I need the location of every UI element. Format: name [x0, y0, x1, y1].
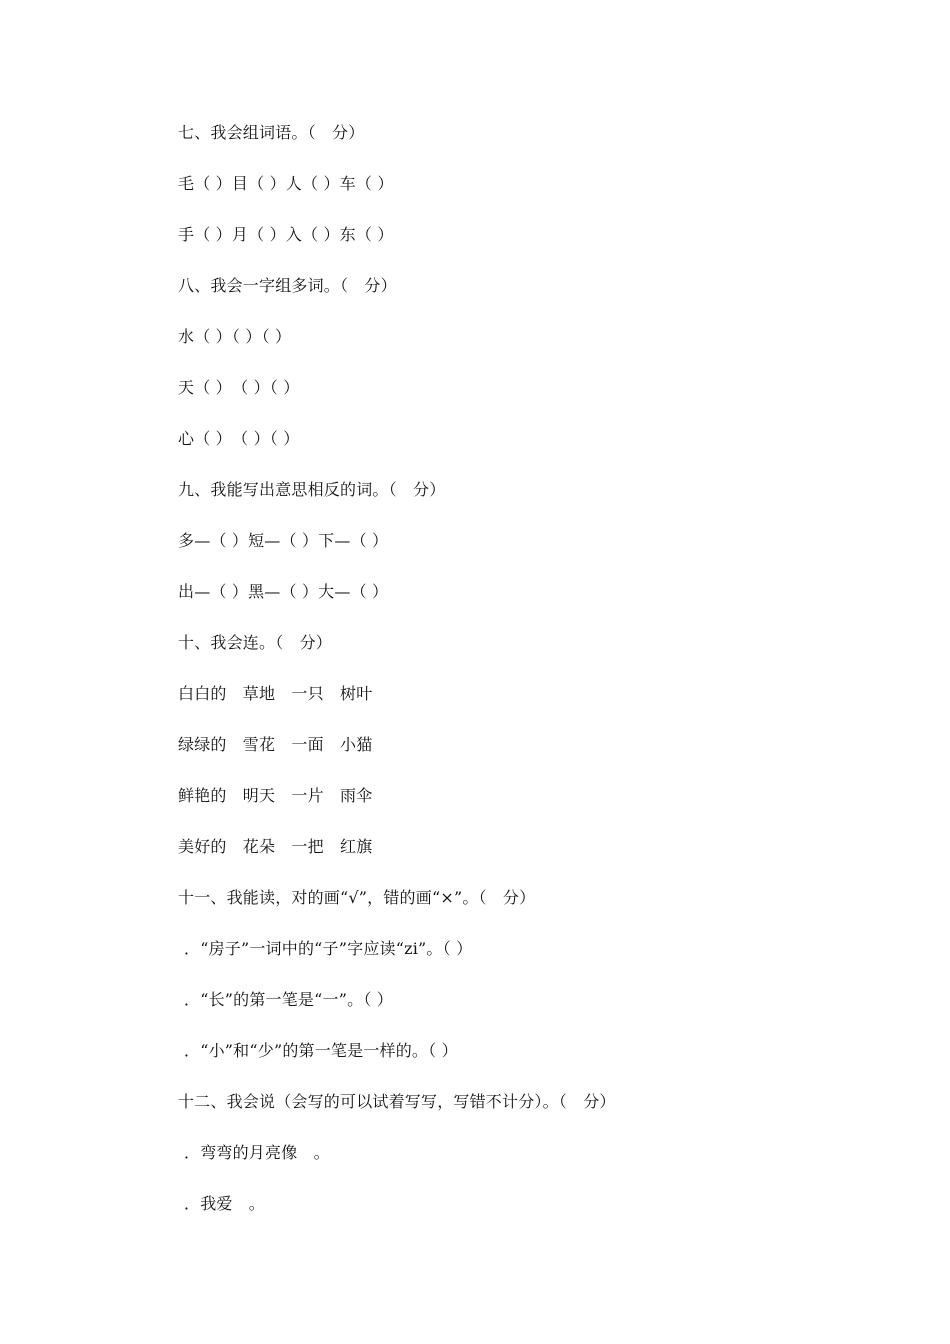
section-10-heading: 十、我会连。（ 分）: [178, 633, 333, 652]
speaking-item: ．我爱 。: [184, 1194, 266, 1213]
section-8-heading: 八、我会一字组多词。（ 分）: [178, 276, 397, 295]
section-9-heading: 九、我能写出意思相反的词。（ 分）: [178, 480, 446, 499]
multi-word-row: 心（ ） （ ）（ ）: [178, 429, 300, 448]
antonym-row: 出—（ ）黑—（ ）大—（ ）: [178, 582, 389, 601]
word-group-row: 毛（ ）目（ ）人（ ）车（ ）: [178, 174, 394, 193]
section-11-heading: 十一、我能读，对的画“√”，错的画“×”。（ 分）: [178, 888, 536, 907]
antonym-row: 多—（ ）短—（ ）下—（ ）: [178, 531, 389, 550]
matching-row: 绿绿的 雪花 一面 小猫: [178, 735, 373, 754]
matching-row: 白白的 草地 一只 树叶: [178, 684, 373, 703]
word-group-row: 手（ ）月（ ）入（ ）东（ ）: [178, 225, 394, 244]
speaking-item: ．弯弯的月亮像 。: [184, 1143, 330, 1162]
section-7-heading: 七、我会组词语。（ 分）: [178, 123, 365, 142]
matching-row: 鲜艳的 明天 一片 雨伞: [178, 786, 373, 805]
true-false-item: ．“房子”一词中的“子”字应读“zi”。（ ）: [184, 939, 473, 958]
true-false-item: ．“小”和“少”的第一笔是一样的。（ ）: [184, 1041, 458, 1060]
true-false-item: ．“长”的第一笔是“一”。（ ）: [184, 990, 394, 1009]
multi-word-row: 水（ ）（ ）（ ）: [178, 327, 292, 346]
section-12-heading: 十二、我会说（会写的可以试着写写，写错不计分）。（ 分）: [178, 1092, 616, 1111]
multi-word-row: 天（ ） （ ）（ ）: [178, 378, 300, 397]
matching-row: 美好的 花朵 一把 红旗: [178, 837, 373, 856]
